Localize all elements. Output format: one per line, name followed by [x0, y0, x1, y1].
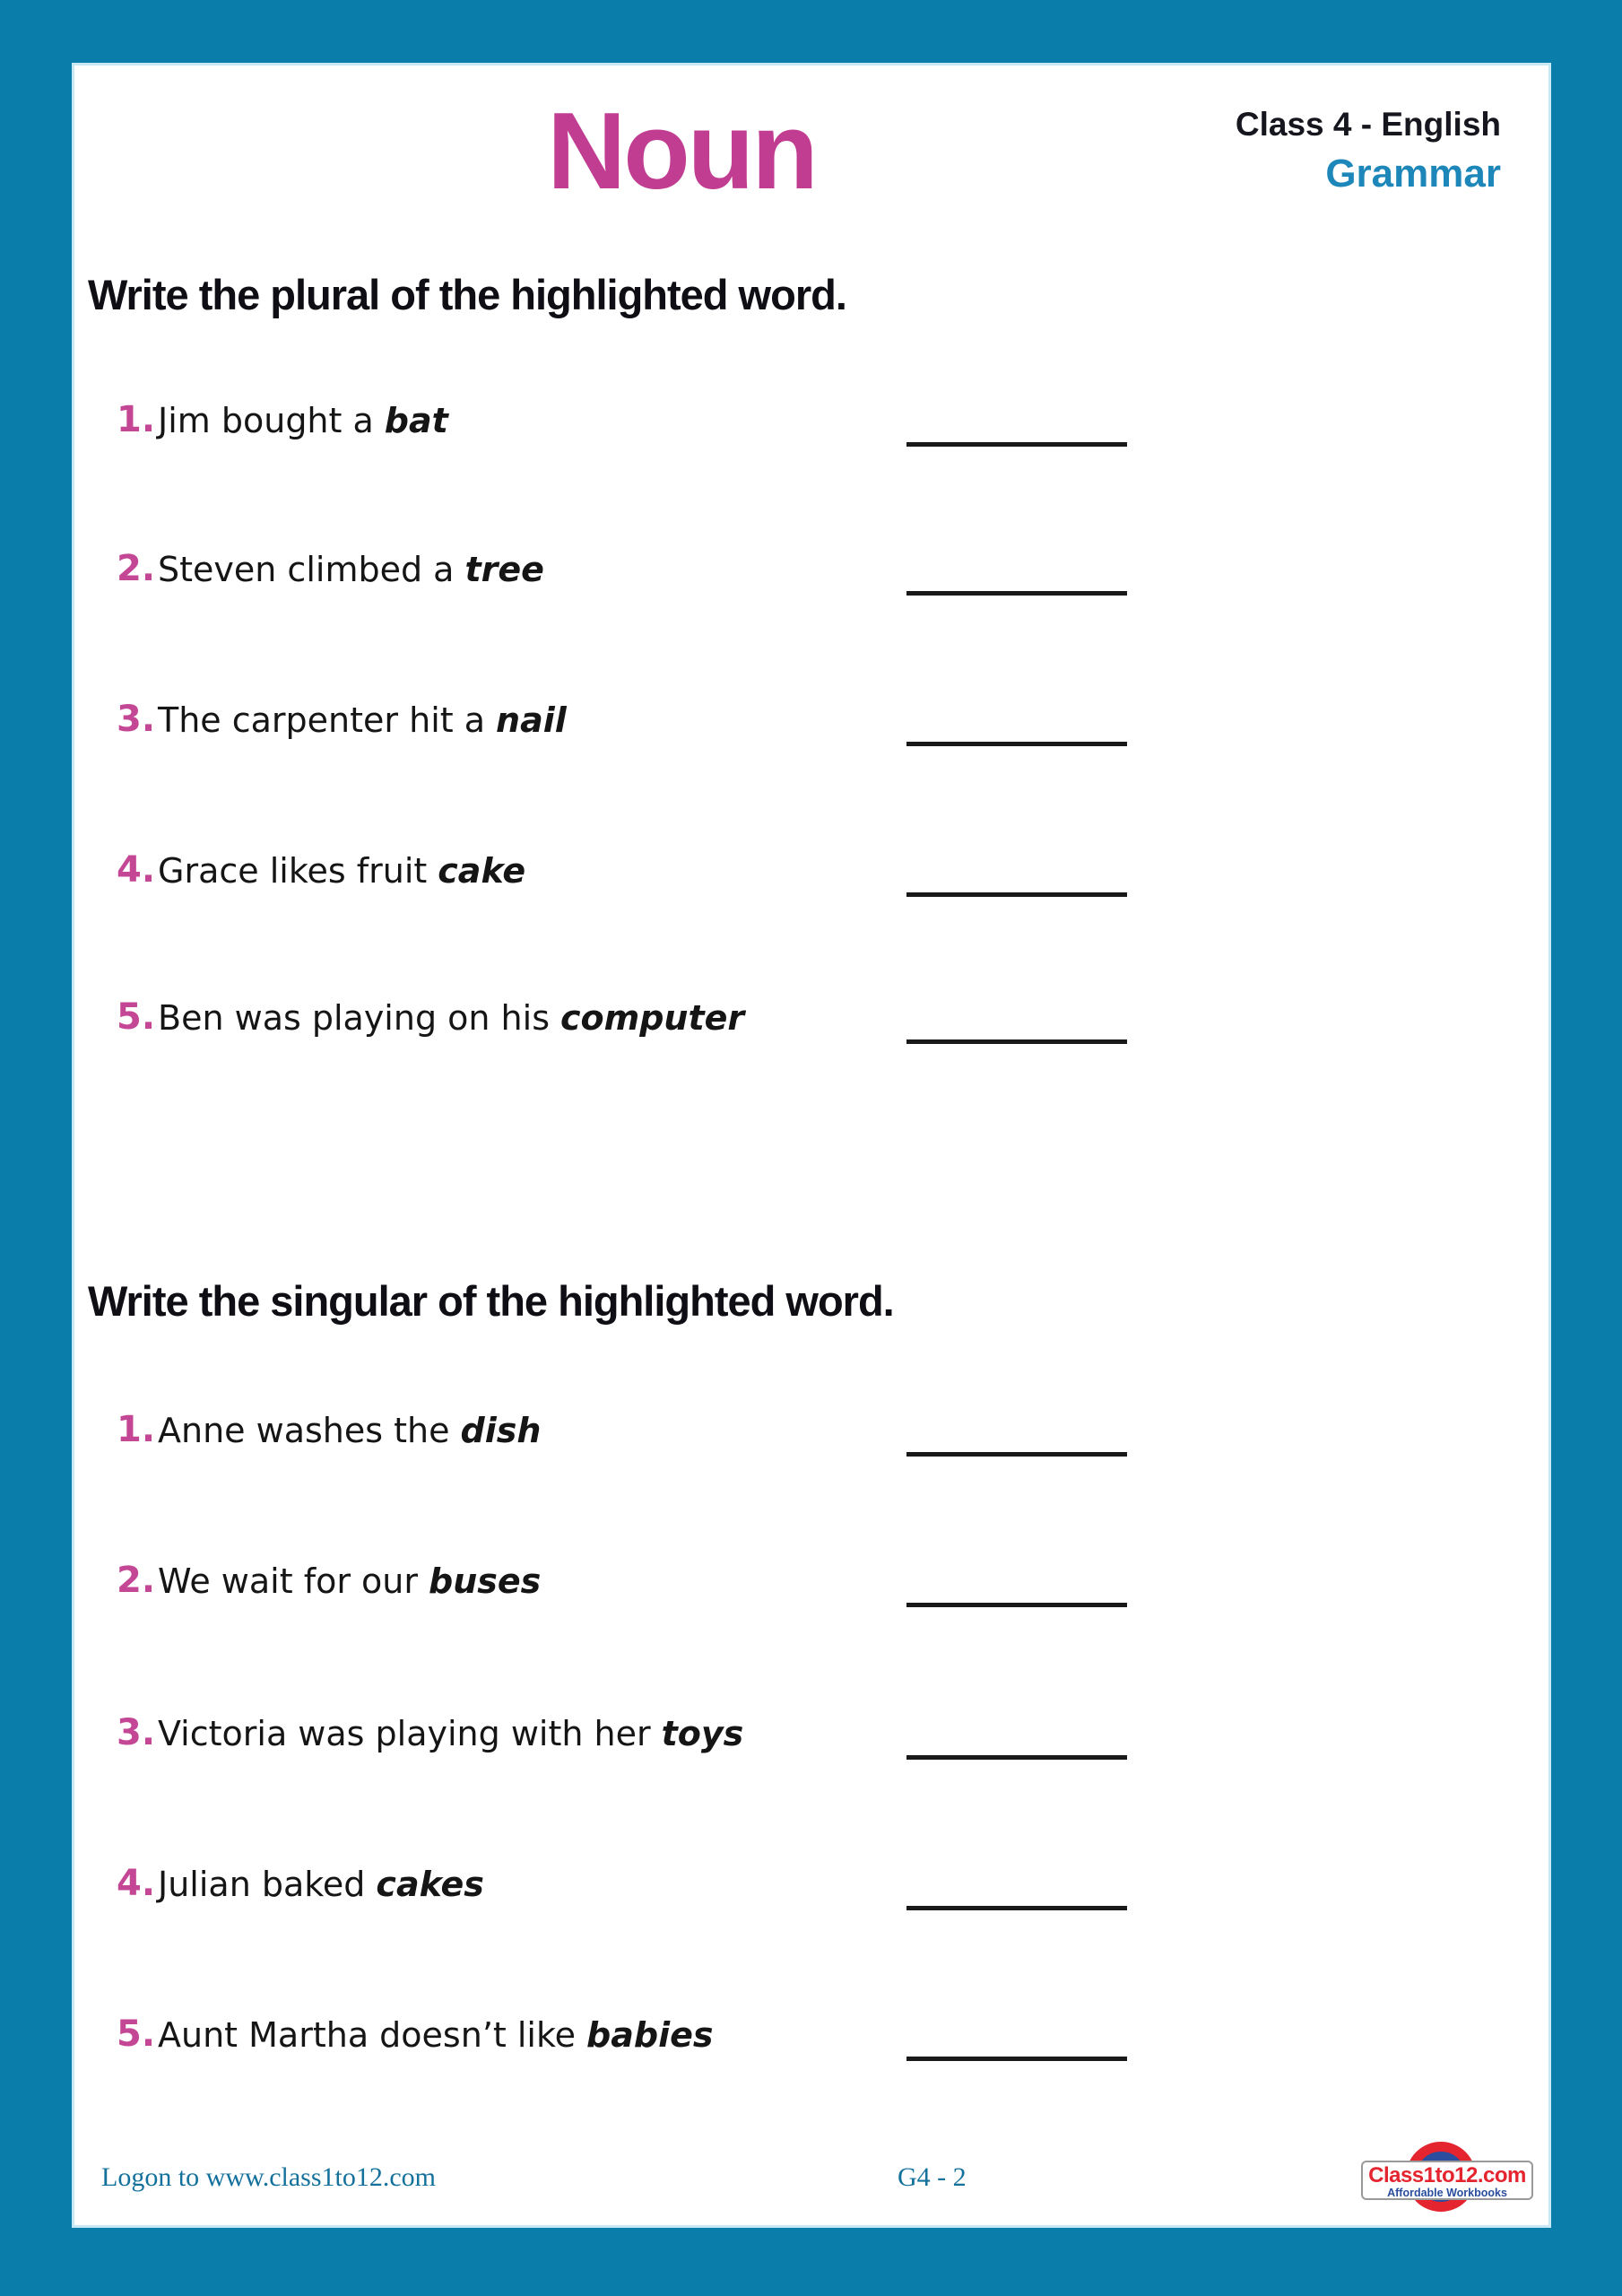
item-number: 4. [117, 1863, 156, 1904]
class1to12-logo [1361, 2141, 1540, 2216]
footer-website-link[interactable]: Logon to www.class1to12.com [101, 2162, 437, 2192]
worksheet-sheet [72, 63, 1551, 2228]
sentence-text: We wait for our [158, 1561, 418, 1601]
answer-blank[interactable] [906, 1863, 1127, 1910]
item-sentence [158, 700, 567, 740]
item-number: 3. [117, 1712, 156, 1753]
header-right [1236, 107, 1501, 196]
highlighted-word: toys [661, 1714, 744, 1753]
highlighted-word: bat [384, 401, 448, 440]
item-number: 2. [117, 548, 156, 589]
answer-blank[interactable] [906, 548, 1127, 596]
logo-box [1361, 2161, 1533, 2200]
worksheet-item [74, 699, 1548, 756]
sentence-text: Anne washes the [158, 1411, 450, 1450]
item-number: 1. [117, 399, 156, 440]
answer-blank[interactable] [906, 1560, 1127, 1607]
item-sentence [158, 851, 525, 891]
logo-subtitle: Affordable Workbooks [1387, 2187, 1507, 2199]
highlighted-word: dish [460, 1411, 542, 1450]
item-number: 3. [117, 699, 156, 740]
sentence-text: Grace likes fruit [158, 851, 428, 891]
item-number: 5. [117, 996, 156, 1038]
highlighted-word: babies [586, 2015, 714, 2055]
worksheet-item [74, 1712, 1548, 1770]
answer-blank[interactable] [906, 399, 1127, 447]
worksheet-item [74, 2013, 1548, 2071]
sentence-text: Steven climbed a [158, 550, 455, 589]
worksheet-item [74, 1409, 1548, 1466]
item-number: 2. [117, 1560, 156, 1601]
sentence-text: Victoria was playing with her [158, 1714, 651, 1753]
sentence-text: Jim bought a [158, 401, 374, 440]
answer-blank[interactable] [906, 849, 1127, 897]
item-sentence [158, 2015, 714, 2055]
highlighted-word: computer [560, 998, 745, 1038]
highlighted-word: tree [464, 550, 544, 589]
worksheet-item [74, 1863, 1548, 1920]
highlighted-word: buses [429, 1561, 542, 1601]
item-number: 1. [117, 1409, 156, 1450]
item-sentence [158, 1865, 484, 1904]
item-number: 4. [117, 849, 156, 891]
highlighted-word: nail [496, 700, 567, 740]
subject-label: Grammar [1325, 151, 1501, 196]
item-sentence [158, 1411, 541, 1450]
answer-blank[interactable] [906, 2013, 1127, 2061]
highlighted-word: cakes [376, 1865, 484, 1904]
section-singular-heading: Write the singular of the highlighted word. [88, 1277, 894, 1325]
sentence-text: Julian baked [158, 1865, 366, 1904]
highlighted-word: cake [438, 851, 526, 891]
answer-blank[interactable] [906, 996, 1127, 1044]
logo-title: Class1to12.com [1368, 2163, 1526, 2187]
answer-blank[interactable] [906, 699, 1127, 746]
item-sentence [158, 550, 544, 589]
worksheet-item [74, 399, 1548, 457]
footer-page-code: G4 - 2 [898, 2162, 967, 2192]
worksheet-item [74, 548, 1548, 605]
item-sentence [158, 998, 744, 1038]
item-number: 5. [117, 2013, 156, 2055]
section-plural-heading: Write the plural of the highlighted word. [88, 271, 846, 318]
answer-blank[interactable] [906, 1712, 1127, 1760]
item-sentence [158, 1714, 743, 1753]
sentence-text: The carpenter hit a [158, 700, 486, 740]
page-title: Noun [547, 90, 816, 212]
sentence-text: Ben was playing on his [158, 998, 550, 1038]
sentence-text: Aunt Martha doesn’t like [158, 2015, 577, 2055]
worksheet-item [74, 1560, 1548, 1617]
class-label: Class 4 - English [1235, 106, 1501, 143]
answer-blank[interactable] [906, 1409, 1127, 1457]
item-sentence [158, 401, 448, 440]
worksheet-item [74, 996, 1548, 1054]
item-sentence [158, 1561, 541, 1601]
worksheet-item [74, 849, 1548, 907]
